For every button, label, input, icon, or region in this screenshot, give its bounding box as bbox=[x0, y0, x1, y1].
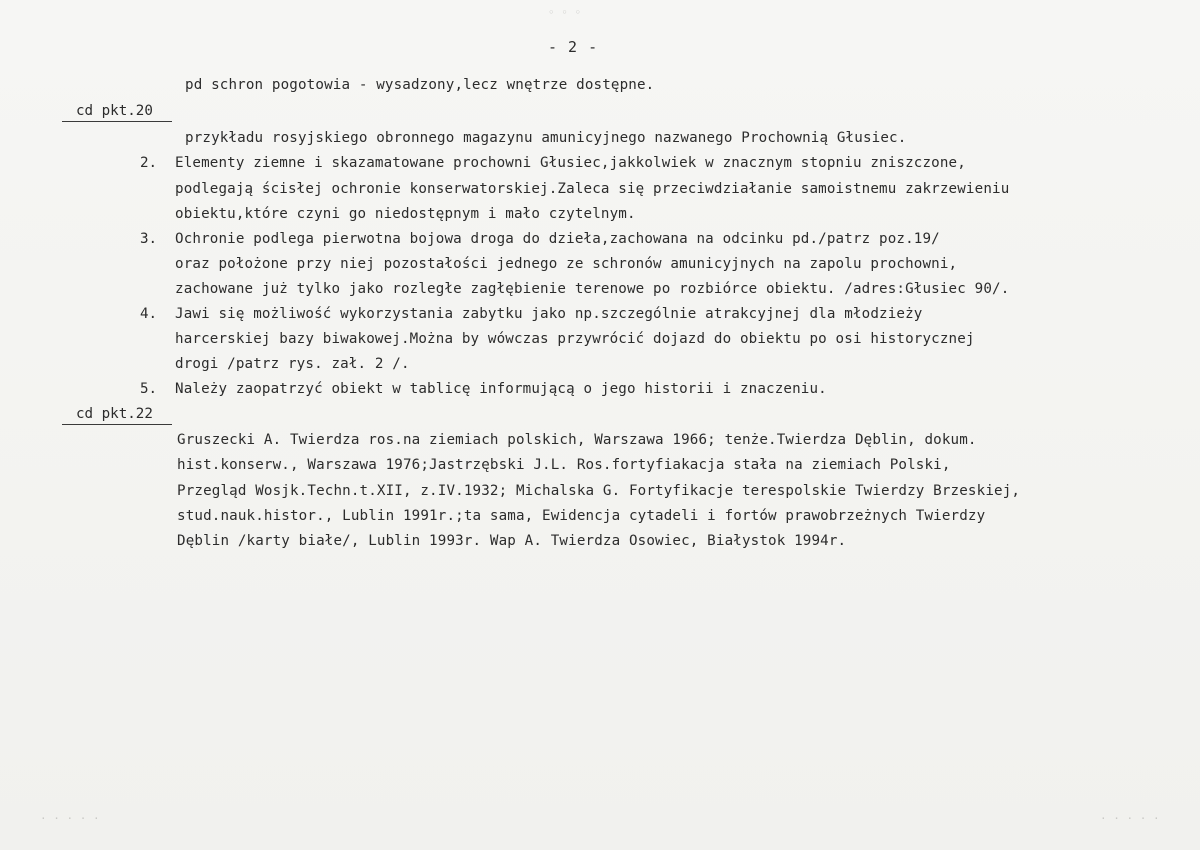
item-number: 4. bbox=[140, 306, 158, 322]
bibliography-line-3: Przegląd Wosjk.Techn.t.XII, z.IV.1932; Michalska G. Fortyfikacje terespolskie Twierdzy Brzeskiej, bbox=[177, 483, 1021, 499]
item-number: 3. bbox=[140, 231, 158, 247]
bibliography-line-2: hist.konserw., Warszawa 1976;Jastrzębski J.L. Ros.fortyfiakacja stała na ziemiach Polski, bbox=[177, 457, 951, 473]
item-number: 5. bbox=[140, 381, 158, 397]
bleed-through-mark: · · · · · bbox=[1100, 812, 1160, 825]
section-marker-22-underline bbox=[62, 424, 172, 425]
intro-line: pd schron pogotowia - wysadzony,lecz wnętrze dostępne. bbox=[185, 77, 655, 93]
item-4-line-2: harcerskiej bazy biwakowej.Można by wówczas przywrócić dojazd do obiektu po osi historycznej bbox=[175, 331, 975, 347]
item-4-line-1: Jawi się możliwość wykorzystania zabytku jako np.szczególnie atrakcyjnej dla młodzieży bbox=[175, 306, 923, 322]
section-20-lead-line: przykładu rosyjskiego obronnego magazynu amunicyjnego nazwanego Prochownią Głusiec. bbox=[185, 130, 907, 146]
item-3-line-1: Ochronie podlega pierwotna bojowa droga do dzieła,zachowana na odcinku pd./patrz poz.19/ bbox=[175, 231, 940, 247]
bibliography-line-5: Dęblin /karty białe/, Lublin 1993r. Wap A. Twierdza Osowiec, Białystok 1994r. bbox=[177, 533, 847, 549]
item-2-line-2: podlegają ścisłej ochronie konserwatorskiej.Zaleca się przeciwdziałanie samoistnemu zakrzewieniu bbox=[175, 181, 1010, 197]
section-marker-20-underline bbox=[62, 121, 172, 122]
section-marker-20: cd pkt.20 bbox=[76, 103, 153, 119]
item-2-line-1: Elementy ziemne i skazamatowane prochowni Głusiec,jakkolwiek w znacznym stopniu zniszczone, bbox=[175, 155, 966, 171]
item-2-line-3: obiektu,które czyni go niedostępnym i mało czytelnym. bbox=[175, 206, 636, 222]
bibliography-line-1: Gruszecki A. Twierdza ros.na ziemiach polskich, Warszawa 1966; tenże.Twierdza Dęblin, dokum. bbox=[177, 432, 977, 448]
bleed-through-mark: · · · · · bbox=[40, 812, 100, 825]
item-number: 2. bbox=[140, 155, 158, 171]
bibliography-line-4: stud.nauk.histor., Lublin 1991r.;ta sama, Ewidencja cytadeli i fortów prawobrzeżnych Twierdzy bbox=[177, 508, 986, 524]
item-3-line-3: zachowane już tylko jako rozległe zagłębienie terenowe po rozbiórce obiektu. /adres:Głusiec 90/. bbox=[175, 281, 1010, 297]
section-marker-22: cd pkt.22 bbox=[76, 406, 153, 422]
bleed-through-mark: ◦ ◦ ◦ bbox=[548, 6, 582, 19]
item-4-line-3: drogi /patrz rys. zał. 2 /. bbox=[175, 356, 410, 372]
item-5-line-1: Należy zaopatrzyć obiekt w tablicę informującą o jego historii i znaczeniu. bbox=[175, 381, 827, 397]
page-number: - 2 - bbox=[548, 38, 599, 56]
item-3-line-2: oraz położone przy niej pozostałości jednego ze schronów amunicyjnych na zapolu prochowni, bbox=[175, 256, 958, 272]
